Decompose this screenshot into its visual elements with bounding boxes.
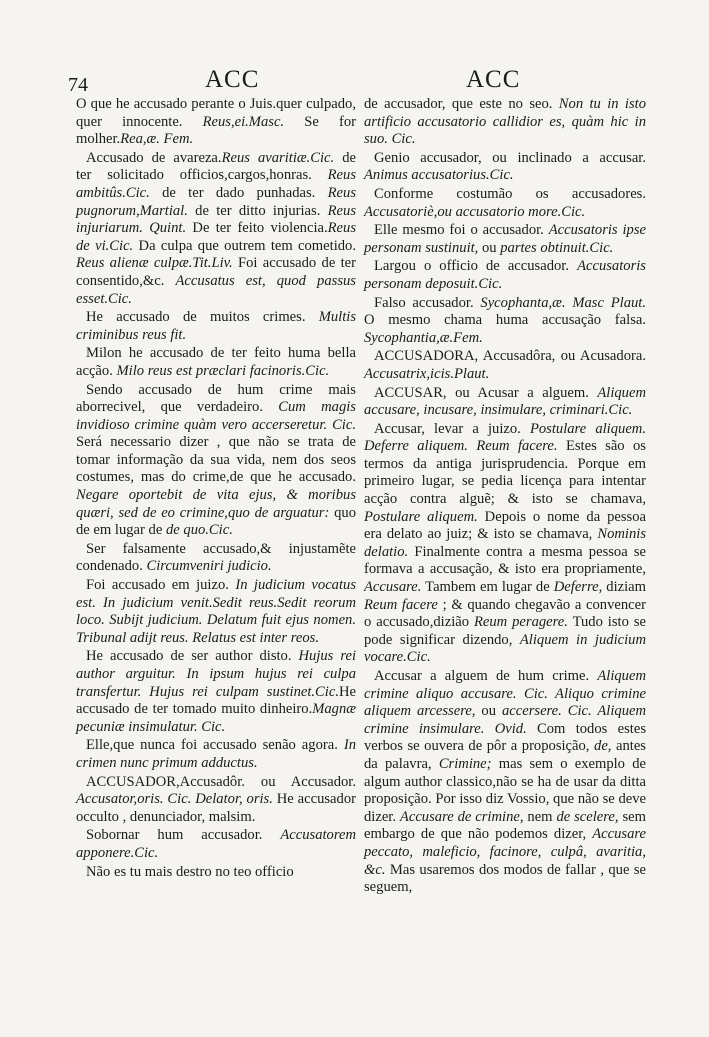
latin-equivalent: Reus ambitûs.Cic.: [76, 167, 356, 201]
latin-equivalent: Cum magis invidioso crimine quàm vero accerseretur. Cic.: [76, 399, 356, 433]
dictionary-entry: [364, 96, 646, 149]
latin-equivalent: In crimen nunc primum adductus.: [76, 737, 356, 771]
latin-equivalent: Reus de vi.Cic.: [76, 220, 357, 254]
latin-equivalent: Reus alienæ culpæ.Tit.Liv.: [76, 255, 233, 272]
dictionary-entry: [76, 577, 356, 647]
dictionary-entry: [76, 96, 356, 149]
entry-text: Da culpa que outrem tem cometido.: [133, 237, 356, 254]
latin-equivalent: Reus injuriarum. Quint.: [76, 202, 356, 237]
entry-text: ACCUSADOR,Accusadôr. ou Accusador.: [86, 773, 356, 790]
dictionary-entry: [364, 385, 646, 420]
entry-text: de ter dado punhadas.: [149, 184, 328, 201]
latin-equivalent: accersere. Cic. Aliquem crimine insimulare. Ovid.: [364, 703, 647, 737]
entry-text: He accusador occulto , denunciador, malsim.: [76, 791, 356, 825]
entry-text: Largou o officio de accusador.: [374, 258, 578, 275]
entry-text: ACCUSAR, ou Acusar a alguem.: [374, 384, 598, 401]
entry-text: Tudo isto se pode significar dizendo,: [364, 614, 646, 648]
latin-equivalent: de,: [594, 738, 612, 755]
dictionary-entry: [364, 258, 646, 293]
latin-equivalent: Accusatoris personam deposuit.Cic.: [364, 258, 646, 292]
latin-equivalent: Accusare peccato, maleficio, facinore, culpâ, avaritia, &c.: [364, 826, 646, 878]
dictionary-entry: [76, 150, 356, 308]
entry-text: O mesmo chama huma accusação falsa.: [364, 312, 646, 329]
dictionary-entry: [76, 774, 356, 827]
entry-text: Genio accusador, ou inclinado a accusar.: [374, 149, 646, 166]
latin-equivalent: Accusare de crimine,: [399, 808, 524, 825]
latin-equivalent: Animus accusatorius.Cic.: [364, 167, 514, 184]
latin-equivalent: Aliquem accusare, incusare, insimulare, criminari.Cic.: [364, 384, 646, 419]
page-header: [0, 66, 709, 100]
dictionary-entry: [76, 648, 356, 736]
dictionary-entry: [364, 421, 646, 667]
page-number: 74: [68, 74, 88, 96]
latin-equivalent: Accusatoris ipse personam sustinuit,: [364, 222, 646, 256]
entry-text: He accusado de ter tomado muito dinheiro.: [76, 683, 356, 718]
entry-text: ; & quando chegavão a convencer o accusado,dizião: [364, 596, 646, 631]
latin-equivalent: Reum peragere.: [473, 614, 568, 631]
entry-text: de accusador, que este no seo.: [364, 96, 559, 112]
dictionary-entry: [364, 295, 646, 348]
entry-text: ACCUSADORA, Accusadôra, ou Acusadora.: [374, 348, 646, 365]
entry-text: nem: [523, 808, 557, 825]
entry-text: de ter solicitado officios,cargos,honras.: [76, 149, 356, 184]
entry-text: ou: [478, 239, 501, 256]
entry-text: Estes são os termos da antiga jurisprudencia. Porque em primeiro lugar, se pedia licença para intentar acção contra alguẽ; & isto se chamava,: [364, 438, 646, 508]
latin-equivalent: Multis criminibus reus fit.: [76, 309, 356, 343]
entry-text: Depois o nome da pessoa era delato ao juiz; & isto se chamava,: [364, 508, 646, 543]
entry-text: de ter ditto injurias.: [187, 202, 328, 219]
latin-equivalent: Accusare.: [364, 579, 422, 596]
latin-equivalent: Postulare aliquem. Deferre aliquem. Reum facere.: [364, 420, 646, 455]
latin-equivalent: Accusatoriè,ou accusatorio more.Cic.: [364, 203, 586, 220]
latin-equivalent: Accusatus est, quod passus esset.Cic.: [76, 272, 356, 307]
entry-text: Falso accusador.: [374, 294, 481, 311]
left-text-column: [76, 96, 356, 882]
dictionary-entry: [364, 348, 646, 383]
right-text-column: [364, 96, 646, 898]
latin-equivalent: Magnæ pecuniæ insimulatur. Cic.: [76, 701, 356, 735]
latin-equivalent: de quo.Cic.: [165, 522, 233, 539]
entry-text: Conforme costumão os accusadores.: [374, 185, 646, 202]
left-running-headword: ACC: [205, 66, 260, 93]
latin-equivalent: Reus,ei.Masc.: [202, 113, 285, 130]
latin-equivalent: Milo reus est præclari facinoris.Cic.: [116, 362, 330, 379]
latin-equivalent: Reus pugnorum,Martial.: [76, 184, 356, 219]
entry-text: Não es tu mais destro no teo officio: [86, 863, 294, 880]
entry-text: Tambem em lugar de: [421, 579, 554, 596]
entry-text: O que he accusado perante o Juis.quer culpado, quer innocente.: [76, 96, 356, 130]
entry-text: Accusar a alguem de hum crime.: [374, 668, 598, 684]
latin-equivalent: Deferre,: [553, 579, 603, 596]
latin-equivalent: Accusatrix,icis.Plaut.: [364, 365, 490, 382]
entry-text: quo de em lugar de: [76, 504, 356, 539]
entry-text: Accusado de avareza.: [86, 149, 222, 166]
entry-text: Será necessario dizer , que não se trata de tomar informação da sua vida, nem dos seos costumes, mas do crime,de que he accusado.: [76, 434, 356, 486]
entry-text: He accusado de ser author disto.: [86, 648, 299, 665]
entry-text: Foi accusado de ter consentido,&c.: [76, 255, 356, 289]
latin-equivalent: Accusator,oris. Cic. Delator, oris.: [76, 791, 273, 808]
latin-equivalent: de scelere,: [556, 808, 619, 825]
entry-text: mas sem o exemplo de algum author classico,não se ha de usar da ditta proposição. Por isso diz Vossio, que não se deve dizer.: [364, 755, 646, 825]
dictionary-entry: [364, 150, 646, 185]
latin-equivalent: Circumveniri judicio.: [146, 558, 272, 575]
entry-text: Elle,que nunca foi accusado senão agora.: [86, 737, 344, 754]
latin-equivalent: Rea,æ. Fem.: [120, 131, 194, 148]
latin-equivalent: Crimine;: [438, 755, 492, 772]
entry-text: Com todos estes verbos se ouvera de pôr a proposição,: [364, 720, 646, 755]
latin-equivalent: Reus avaritiæ.Cic.: [221, 149, 335, 166]
latin-equivalent: Accusatorem apponere.Cic.: [76, 827, 356, 861]
right-running-headword: ACC: [466, 66, 521, 93]
entry-text: De ter feito violencia.: [186, 220, 328, 237]
entry-text: He accusado de muitos crimes.: [86, 309, 319, 326]
entry-text: Se for molher.: [76, 113, 356, 148]
latin-equivalent: partes obtinuit.Cic.: [500, 239, 614, 256]
dictionary-entry: [76, 345, 356, 380]
latin-equivalent: Sycophantia,æ.Fem.: [364, 329, 483, 346]
latin-equivalent: Reum facere: [364, 596, 438, 613]
latin-equivalent: Aliquem in judicium vocare.Cic.: [364, 631, 646, 666]
dictionary-entry: [76, 864, 356, 882]
entry-text: Foi accusado em juizo.: [86, 577, 236, 594]
entry-text: antes da palavra,: [364, 738, 646, 772]
entry-text: Elle mesmo foi o accusador.: [374, 222, 549, 239]
entry-text: Accusar, levar a juizo.: [374, 420, 530, 437]
latin-equivalent: Aliquem crimine aliquo accusare. Cic. Aliquo crimine aliquem arcessere,: [364, 668, 646, 720]
latin-equivalent: Negare oportebit de vita ejus, & moribus quæri, sed de eo crimine,quo de arguatur:: [76, 487, 356, 521]
entry-text: Finalmente contra a mesma pessoa se formava a accusação, & isto era propriamente,: [364, 543, 646, 578]
latin-equivalent: In judicium vocatus est. In judicium venit.Sedit reus.Sedit reorum loco. Subijt judicium. Delatum fuit ejus nomen. Tribunal adijt reus. Relatus est inter reos.: [76, 577, 356, 646]
latin-equivalent: Nominis delatio.: [364, 526, 646, 560]
latin-equivalent: Non tu in isto artificio accusatorio callidior es, quàm hic in suo. Cic.: [364, 96, 646, 148]
entry-text: diziam: [602, 579, 646, 596]
entry-text: ou: [475, 703, 502, 720]
dictionary-entry: [76, 309, 356, 344]
dictionary-entry: [76, 737, 356, 772]
dictionary-entry: [76, 827, 356, 862]
dictionary-entry: [364, 186, 646, 221]
dictionary-entry: [364, 222, 646, 257]
entry-text: Ser falsamente accusado,& injustamẽte condenado.: [76, 540, 356, 575]
entry-text: sem embargo de que não podemos dizer,: [364, 808, 646, 843]
entry-text: Sendo accusado de hum crime mais aborrecivel, que verdadeiro.: [76, 381, 356, 416]
latin-equivalent: Hujus rei author arguitur. In ipsum hujus rei culpa transfertur. Hujus rei culpam sustinet.Cic.: [76, 648, 356, 700]
dictionary-entry: [76, 541, 356, 576]
dictionary-entry: [76, 382, 356, 540]
latin-equivalent: Postulare aliquem.: [364, 508, 478, 525]
entry-text: Mas usaremos dos modos de fallar , que se seguem,: [364, 861, 646, 896]
entry-text: Sobornar hum accusador.: [86, 827, 281, 844]
latin-equivalent: Sycophanta,æ. Masc Plaut.: [480, 294, 646, 311]
entry-text: Milon he accusado de ter feito huma bella acção.: [76, 345, 356, 379]
dictionary-entry: [364, 668, 646, 897]
